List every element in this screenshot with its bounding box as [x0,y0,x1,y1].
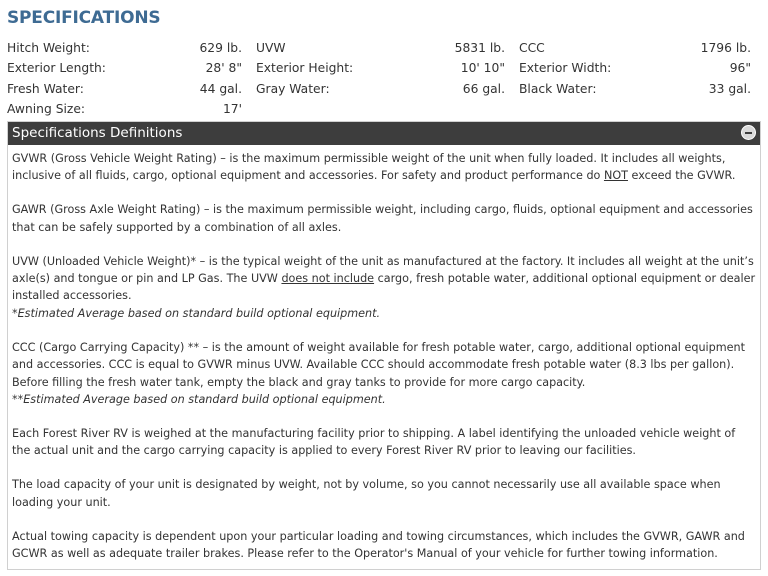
uvw-text-end: cargo, fresh potable water, additional optional equipment or dealer installed accessories. [12,272,756,303]
spec-value: 44 gal. [199,81,242,96]
spec-label: CCC [519,41,545,55]
gvwr-text: GVWR (Gross Vehicle Weight Rating) – is the maximum permissible weight of the unit when fully loaded. It includes all weights, inclusive of all fluids, cargo, optional equipment and accessories. For safety and product performance do [12,152,726,183]
gvwr-emphasis: NOT [603,169,628,183]
definitions-header[interactable] [8,122,760,145]
spec-label: UVW [256,41,286,55]
definition-uvw [12,253,756,323]
spec-value: 629 lb. [199,41,242,55]
spec-label: Awning Size: [7,101,86,116]
specifications-table [7,38,757,119]
spec-label: Exterior Width: [519,61,612,76]
spec-awning-size [7,99,242,119]
spec-value: 1796 lb. [700,41,751,55]
spec-label: Gray Water: [256,81,330,96]
definition-towing: Actual towing capacity is dependent upon your particular loading and towing circumstances, which includes the GVWR, GAWR and GCWR as well as adequate trailer brakes. Please refer to the Operator's Manual of your vehicle for further towing information. [12,529,745,560]
spec-value: 5831 lb. [454,41,505,55]
spec-black-water [519,79,751,99]
page-title: SPECIFICATIONS [7,8,161,28]
spec-column-3 [519,38,751,119]
spec-value: 66 gal. [462,81,505,96]
spec-column-1 [7,38,242,119]
uvw-emphasis: does not include [281,272,375,286]
spec-value: 96" [729,61,751,76]
spec-label: Exterior Height: [256,61,354,76]
spec-label: Hitch Weight: [7,41,90,55]
spec-ccc [519,38,751,58]
spec-column-2 [256,38,505,119]
definition-weighed: Each Forest River RV is weighed at the manufacturing facility prior to shipping. A label identifying the unloaded vehicle weight of the actual unit and the cargo carrying capacity is applied to every Forest River RV prior to leaving our facilities. [12,426,736,458]
definition-ccc [12,339,756,409]
spec-exterior-length [7,58,242,78]
definition-load-capacity: The load capacity of your unit is designated by weight, not by volume, so you cannot necessarily use all available space when loading your unit. [12,478,721,509]
spec-fresh-water [7,79,242,99]
spec-exterior-width [519,58,751,78]
spec-value: 33 gal. [708,81,751,96]
spec-value: 17' [222,101,242,116]
uvw-text: UVW (Unloaded Vehicle Weight)* – is the typical weight of the unit as manufactured at the factory. It includes all weight at the unit’s axle(s) and tongue or pin and LP Gas. The UVW [12,254,754,286]
definition-gawr: GAWR (Gross Axle Weight Rating) – is the maximum permissible weight, including cargo, fluids, optional equipment and accessories that can be safely supported by a combination of all axles. [12,203,753,234]
definitions-panel [7,121,761,570]
spec-value: 10' 10" [460,61,505,76]
spec-uvw [256,38,505,58]
spec-hitch-weight [7,38,242,58]
spec-exterior-height [256,58,505,78]
ccc-footnote: **Estimated Average based on standard build optional equipment. [12,392,386,406]
definitions-title: Specifications Definitions [12,125,183,141]
spec-label: Fresh Water: [7,81,84,96]
collapse-minus-icon[interactable] [741,125,756,140]
definitions-body [8,145,760,562]
spec-label: Black Water: [519,81,597,96]
spec-gray-water [256,79,505,99]
spec-value: 28' 8" [205,61,242,76]
spec-label: Exterior Length: [7,61,106,76]
gvwr-text-end: exceed the GVWR. [627,169,736,183]
uvw-footnote: *Estimated Average based on standard build optional equipment. [12,306,381,320]
definition-gvwr [12,150,756,185]
ccc-text: CCC (Cargo Carrying Capacity) ** – is the amount of weight available for fresh potable water, cargo, additional optional equipment and accessories. CCC is equal to GVWR minus UVW. Available CCC should accommodate fresh potable water (8.3 lbs per gallon). Before filling the fresh water tank, empty the black and gray tanks to provide for more cargo capacity. [12,340,746,389]
